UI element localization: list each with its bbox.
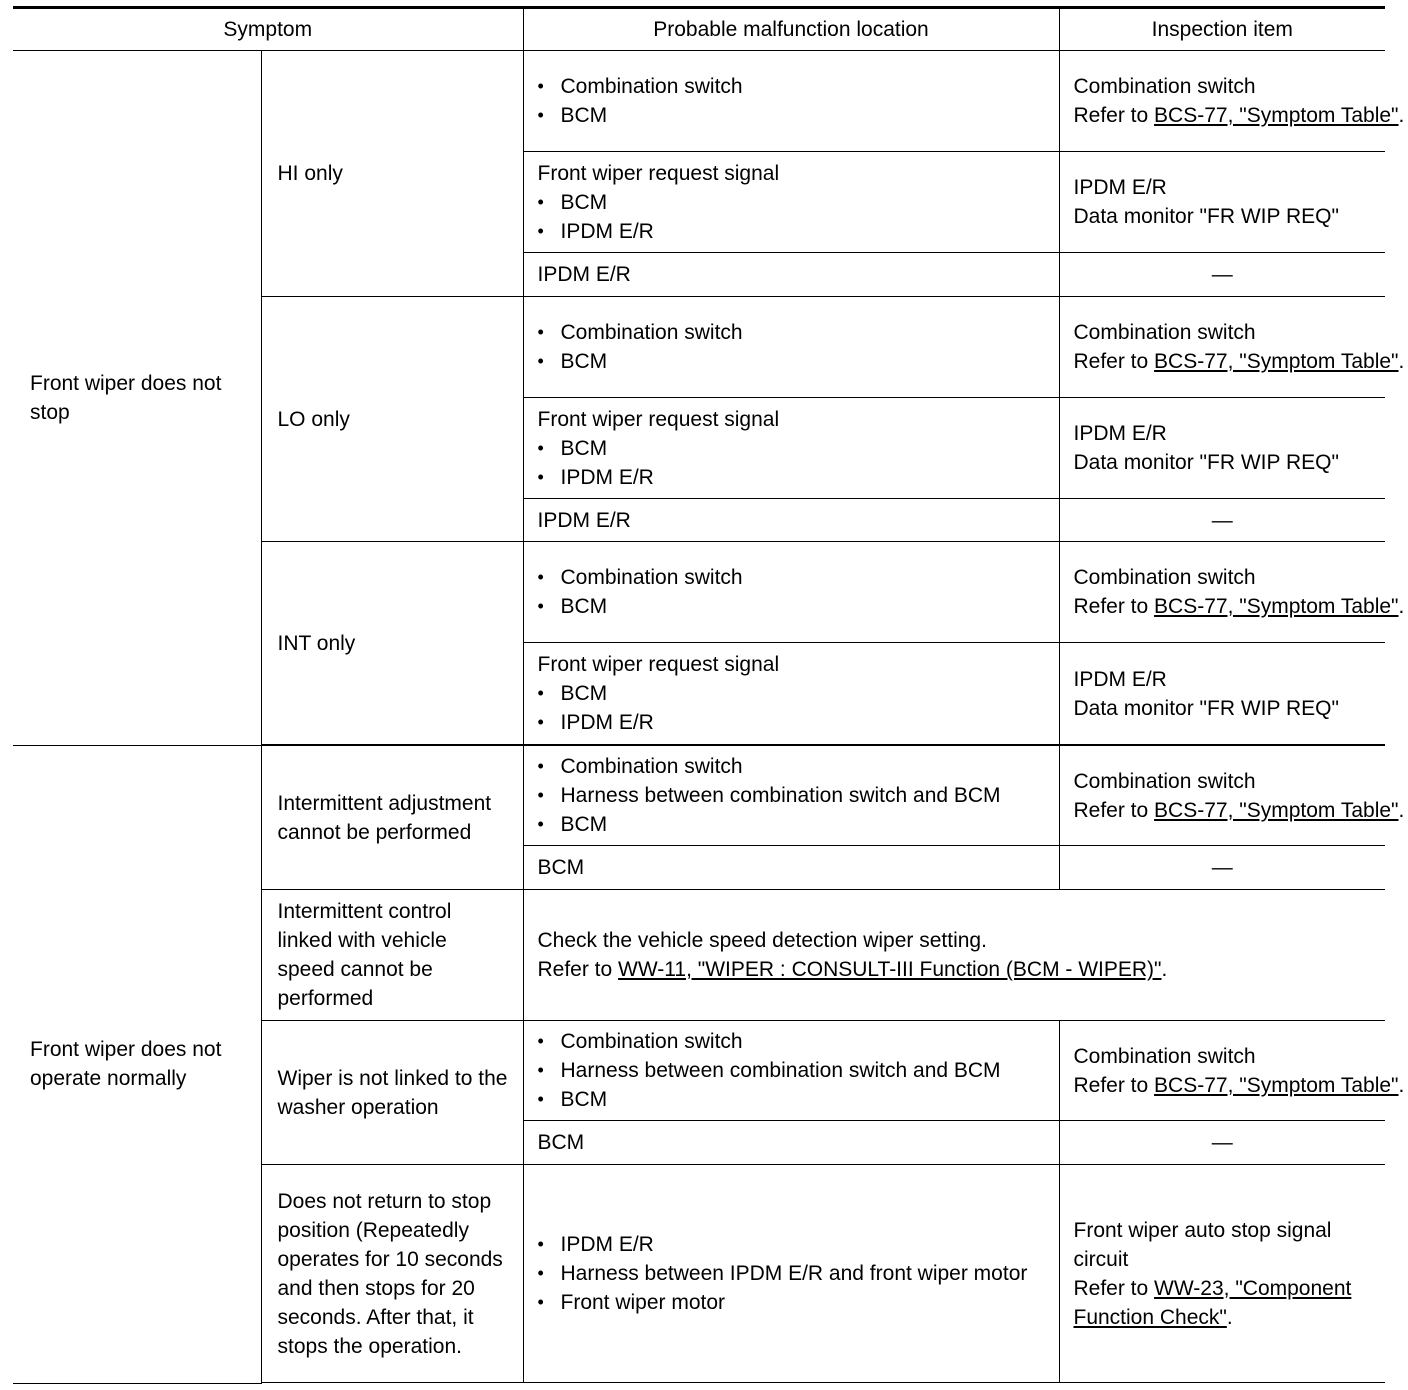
symptom-vehicle-speed: Intermittent control linked with vehicle speed cannot be performed — [261, 890, 523, 1021]
list-item: • IPDM E/R — [538, 708, 1045, 737]
inspection-cell — [1059, 1021, 1405, 1121]
data-monitor-text: Data monitor "FR WIP REQ" — [1073, 205, 1339, 228]
spacer — [1059, 1383, 1385, 1384]
location-cell — [523, 152, 1059, 253]
list-item: • IPDM E/R — [538, 1230, 1045, 1259]
refer-text: Refer to — [1073, 104, 1155, 127]
list-item: • Combination switch — [538, 72, 1045, 101]
refer-text: Refer to — [1073, 1276, 1155, 1300]
inspection-cell — [1059, 51, 1405, 152]
list-item: • BCM — [538, 1085, 1045, 1114]
inspection-title: Front wiper auto stop signal circuit — [1073, 1218, 1332, 1271]
header-location: Probable malfunction location — [523, 8, 1059, 51]
location-cell: BCM — [523, 1121, 1059, 1165]
list-item: • Combination switch — [538, 1027, 1045, 1056]
symptom-lo-only: LO only — [261, 297, 523, 542]
period: . — [1398, 798, 1405, 822]
list-item: • Front wiper motor — [538, 1288, 1045, 1317]
location-cell — [523, 746, 1059, 846]
list-item: • BCM — [538, 592, 1045, 621]
inspection-cell — [1059, 1165, 1385, 1383]
inspection-title: Combination switch — [1073, 321, 1256, 344]
symptom-return-stop-position: Does not return to stop position (Repeatedly operates for 10 seconds and then stops for 20 seconds. After that, it stops the operation. — [261, 1165, 523, 1383]
spacer — [261, 1383, 523, 1384]
header-inspection: Inspection item — [1059, 8, 1385, 51]
group-front-wiper-does-not-stop: Front wiper does not stop — [13, 51, 261, 746]
inspection-cell — [1059, 152, 1385, 253]
symptom-int-only: INT only — [261, 542, 523, 745]
symptom-hi-only: HI only — [261, 51, 523, 297]
location-cell: IPDM E/R — [523, 499, 1059, 542]
inspection-title: Combination switch — [1073, 769, 1256, 793]
inspection-cell — [1059, 746, 1405, 846]
header-symptom: Symptom — [13, 8, 523, 51]
data-monitor-text: Data monitor "FR WIP REQ" — [1073, 451, 1339, 474]
bcs-77-link[interactable]: BCS-77, "Symptom Table" — [1154, 595, 1399, 618]
bcs-77-link[interactable]: BCS-77, "Symptom Table" — [1154, 104, 1399, 127]
refer-text: Refer to — [1073, 350, 1155, 373]
refer-text: Refer to — [1073, 595, 1155, 618]
speed-check-text: Check the vehicle speed detection wiper setting. — [537, 929, 987, 952]
group-front-wiper-does-not-operate-normally: Front wiper does not operate normally — [13, 746, 261, 1384]
inspection-title: IPDM E/R — [1073, 667, 1167, 691]
inspection-title: IPDM E/R — [1073, 176, 1167, 199]
refer-text: Refer to — [537, 958, 619, 981]
list-item: • Harness between combination switch and BCM — [538, 781, 1045, 810]
table-row — [13, 51, 1385, 152]
dash-cell: — — [1059, 499, 1385, 542]
inspection-cell — [1059, 297, 1405, 398]
symptom-washer-link: Wiper is not linked to the washer operation — [261, 1021, 523, 1165]
period: . — [1398, 104, 1405, 127]
list-item: • BCM — [538, 188, 1045, 217]
inspection-title: Combination switch — [1073, 75, 1256, 98]
list-item: • IPDM E/R — [538, 463, 1045, 492]
inspection-cell — [1059, 643, 1385, 745]
list-item: • IPDM E/R — [538, 217, 1045, 246]
dash-cell: — — [1059, 1121, 1385, 1165]
ww-23-link[interactable]: WW-23, "Component Function Check" — [1073, 1276, 1352, 1329]
period: . — [1398, 350, 1405, 373]
list-item: • BCM — [538, 347, 1045, 376]
location-cell — [523, 1021, 1059, 1121]
bcs-77-link[interactable]: BCS-77, "Symptom Table" — [1154, 798, 1399, 822]
data-monitor-text: Data monitor "FR WIP REQ" — [1073, 696, 1339, 720]
list-item: • Combination switch — [538, 563, 1045, 592]
bcs-77-link[interactable]: BCS-77, "Symptom Table" — [1154, 350, 1399, 373]
list-item: • Harness between IPDM E/R and front wiper motor — [538, 1259, 1045, 1288]
location-cell: IPDM E/R — [523, 253, 1059, 297]
list-item: • BCM — [538, 679, 1045, 708]
signal-label: Front wiper request signal — [537, 407, 780, 431]
inspection-cell — [1059, 398, 1385, 499]
period: . — [1398, 595, 1405, 618]
location-cell — [523, 643, 1059, 745]
table-row — [13, 746, 1385, 846]
list-item: • Combination switch — [538, 752, 1045, 781]
inspection-cell — [1059, 542, 1405, 643]
signal-label: Front wiper request signal — [537, 161, 780, 185]
list-item: • BCM — [538, 101, 1045, 130]
location-cell — [523, 542, 1059, 643]
period: . — [1226, 1305, 1233, 1329]
symptom-table — [13, 6, 1405, 1384]
period: . — [1161, 958, 1168, 981]
inspection-title: Combination switch — [1073, 566, 1256, 589]
dash-cell: — — [1059, 253, 1385, 297]
list-item: • BCM — [538, 810, 1045, 839]
location-cell — [523, 398, 1059, 499]
inspection-title: Combination switch — [1073, 1044, 1256, 1068]
ww-11-link[interactable]: WW-11, "WIPER : CONSULT-III Function (BCM - WIPER)" — [618, 958, 1162, 981]
location-cell — [523, 1165, 1059, 1383]
header-row — [13, 8, 1385, 51]
list-item: • Combination switch — [538, 318, 1045, 347]
list-item: • Harness between combination switch and BCM — [538, 1056, 1045, 1085]
signal-label: Front wiper request signal — [537, 653, 780, 676]
spacer — [523, 1383, 1059, 1384]
speed-check-cell — [523, 890, 1385, 1021]
inspection-title: IPDM E/R — [1073, 422, 1167, 445]
symptom-intermittent-adjustment: Intermittent adjustment cannot be performed — [261, 746, 523, 890]
refer-text: Refer to — [1073, 798, 1155, 822]
refer-text: Refer to — [1073, 1073, 1155, 1097]
location-cell — [523, 297, 1059, 398]
bcs-77-link[interactable]: BCS-77, "Symptom Table" — [1154, 1073, 1399, 1097]
period: . — [1398, 1073, 1405, 1097]
dash-cell: — — [1059, 846, 1385, 890]
location-cell: BCM — [523, 846, 1059, 890]
list-item: • BCM — [538, 434, 1045, 463]
location-cell — [523, 51, 1059, 152]
